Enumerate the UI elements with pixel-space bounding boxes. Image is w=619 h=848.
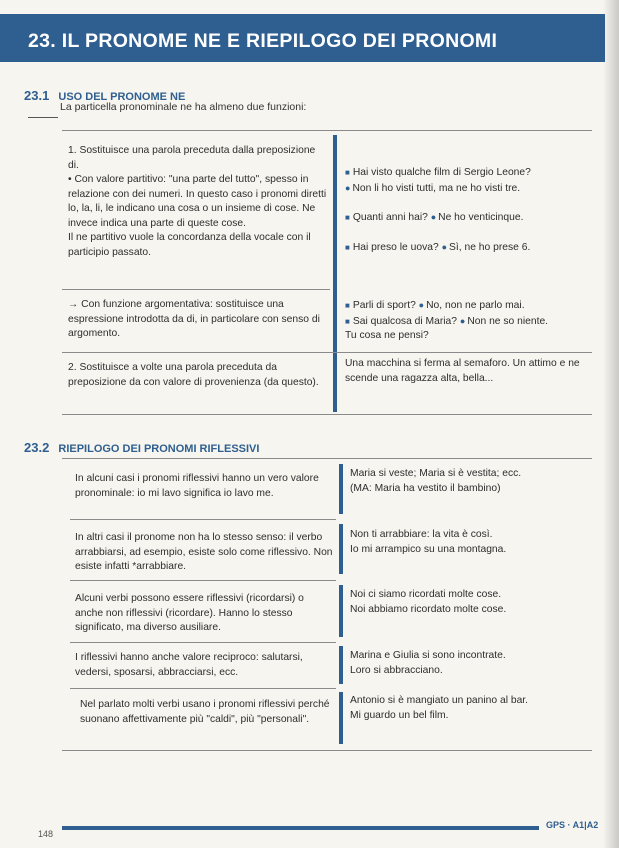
example-text: Parli di sport? bbox=[352, 300, 416, 311]
example-text: Non ti arrabbiare: la vita è così. bbox=[350, 529, 493, 540]
footer-brand: GPS · A1|A2 bbox=[546, 820, 599, 830]
square-bullet-icon: ■ bbox=[345, 242, 350, 252]
divider bbox=[62, 130, 592, 131]
s2-row4-right bbox=[350, 649, 595, 678]
square-bullet-icon: ■ bbox=[345, 301, 350, 310]
s2-row2-left: In altri casi il pronome non ha lo stesso senso: il verbo arrabbiarsi, ad esempio, esiste solo come riflessivo. Non esiste infatti *arrabbiare. bbox=[75, 532, 333, 572]
example-text: Tu cosa ne pensi? bbox=[345, 330, 429, 341]
column-divider bbox=[339, 692, 343, 744]
s2-row2-right bbox=[350, 528, 595, 557]
divider bbox=[62, 289, 330, 290]
s1-row2-left: → Con funzione argomentativa: sostituisce una espressione introdotta da di, in particolare con senso di argomento. bbox=[68, 299, 320, 339]
s2-row1-right bbox=[350, 467, 595, 496]
example-text: Maria si veste; Maria si è vestita; ecc. bbox=[350, 468, 522, 479]
example-text: (MA: Maria ha vestito il bambino) bbox=[350, 482, 501, 494]
chapter-banner bbox=[0, 14, 605, 62]
divider bbox=[70, 580, 336, 581]
example-text: Hai preso le uova? bbox=[352, 241, 439, 253]
section-2-heading bbox=[24, 440, 259, 455]
footer-bar bbox=[62, 826, 539, 830]
divider bbox=[62, 414, 592, 415]
divider bbox=[70, 642, 336, 643]
s1-row1-right bbox=[345, 166, 595, 255]
example-text: Ne ho venticinque. bbox=[438, 212, 524, 223]
s1-row3-right: Una macchina si ferma al semaforo. Un attimo e ne scende una ragazza alta, bella... bbox=[345, 358, 580, 384]
example-text: Sai qualcosa di Maria? bbox=[352, 315, 458, 327]
s2-row3-left: Alcuni verbi possono essere riflessivi (ricordarsi) o anche non riflessivi (ricordare). Hanno lo stesso significato, ma diverso ausiliare. bbox=[75, 593, 304, 633]
dot-bullet-icon: ● bbox=[430, 212, 437, 222]
dot-bullet-icon: ● bbox=[345, 182, 351, 193]
s2-row1-left: In alcuni casi i pronomi riflessivi hanno un vero valore pronominale: io mi lavo significa io lavo me. bbox=[75, 473, 319, 499]
s1-row2-right bbox=[345, 298, 595, 344]
section-2-title: RIEPILOGO DEI PRONOMI RIFLESSIVI bbox=[58, 443, 260, 455]
square-bullet-icon: ■ bbox=[345, 213, 350, 222]
chapter-title: 23. IL PRONOME NE E RIEPILOGO DEI PRONOMI bbox=[28, 30, 498, 52]
example-text: Noi abbiamo ricordato molte cose. bbox=[350, 603, 507, 615]
s2-row5-right bbox=[350, 694, 595, 723]
section-1-intro: La particella pronominale ne ha almeno due funzioni: bbox=[60, 101, 307, 113]
square-bullet-icon: ■ bbox=[345, 316, 350, 326]
example-text: Hai visto qualche film di Sergio Leone? bbox=[352, 167, 531, 178]
column-divider bbox=[339, 585, 343, 637]
dot-bullet-icon: ● bbox=[459, 315, 466, 326]
divider bbox=[62, 352, 592, 353]
divider bbox=[62, 458, 592, 459]
example-text: Non li ho visti tutti, ma ne ho visti tre. bbox=[352, 182, 521, 194]
divider bbox=[70, 519, 336, 520]
column-divider bbox=[333, 135, 337, 412]
example-text: Non ne so niente. bbox=[467, 315, 549, 327]
example-text: Mi guardo un bel film. bbox=[350, 709, 449, 721]
example-text: Io mi arrampico su una montagna. bbox=[350, 543, 507, 555]
s2-row5-left: Nel parlato molti verbi usano i pronomi riflessivi perché suonano affettivamente più "caldi", più "personali". bbox=[80, 699, 330, 725]
dot-bullet-icon: ● bbox=[441, 241, 448, 252]
example-text: Noi ci siamo ricordati molte cose. bbox=[350, 589, 502, 600]
column-divider bbox=[339, 524, 343, 574]
section-1-title: USO DEL PRONOME NE bbox=[58, 91, 186, 103]
page-edge-shadow bbox=[603, 0, 619, 848]
divider bbox=[28, 117, 58, 118]
s1-row3-left: 2. Sostituisce a volte una parola preceduta da preposizione da con valore di provenienza (da questo). bbox=[68, 362, 319, 388]
s1-row1-left: 1. Sostituisce una parola preceduta dalla preposizione di. • Con valore partitivo: "una parte del tutto", spesso in relazione con dei numeri. In questo caso i pronomi diretti lo, la, li, le indicano una cosa o un insieme di cose. Ne invece indica una parte di queste cose. Il ne partitivo vuole la concordanza della vocale con il participio passato. bbox=[68, 145, 327, 258]
section-2-number: 23.2 bbox=[24, 440, 50, 455]
page-number: 148 bbox=[38, 829, 54, 839]
example-text: Loro si abbracciano. bbox=[350, 664, 443, 676]
square-bullet-icon: ■ bbox=[345, 168, 350, 177]
divider bbox=[62, 750, 592, 751]
divider bbox=[70, 688, 336, 689]
example-text: Antonio si è mangiato un panino al bar. bbox=[350, 695, 529, 706]
example-text: Quanti anni hai? bbox=[352, 212, 428, 223]
section-1-number: 23.1 bbox=[24, 88, 50, 103]
example-text: Sì, ne ho prese 6. bbox=[449, 241, 531, 253]
column-divider bbox=[339, 464, 343, 514]
dot-bullet-icon: ● bbox=[418, 300, 425, 310]
s2-row4-left: I riflessivi hanno anche valore reciproco: salutarsi, vedersi, sposarsi, abbracciarsi, ecc. bbox=[75, 652, 303, 678]
column-divider bbox=[339, 646, 343, 684]
example-text: No, non ne parlo mai. bbox=[426, 300, 525, 311]
s2-row3-right bbox=[350, 588, 595, 617]
example-text: Marina e Giulia si sono incontrate. bbox=[350, 650, 506, 661]
